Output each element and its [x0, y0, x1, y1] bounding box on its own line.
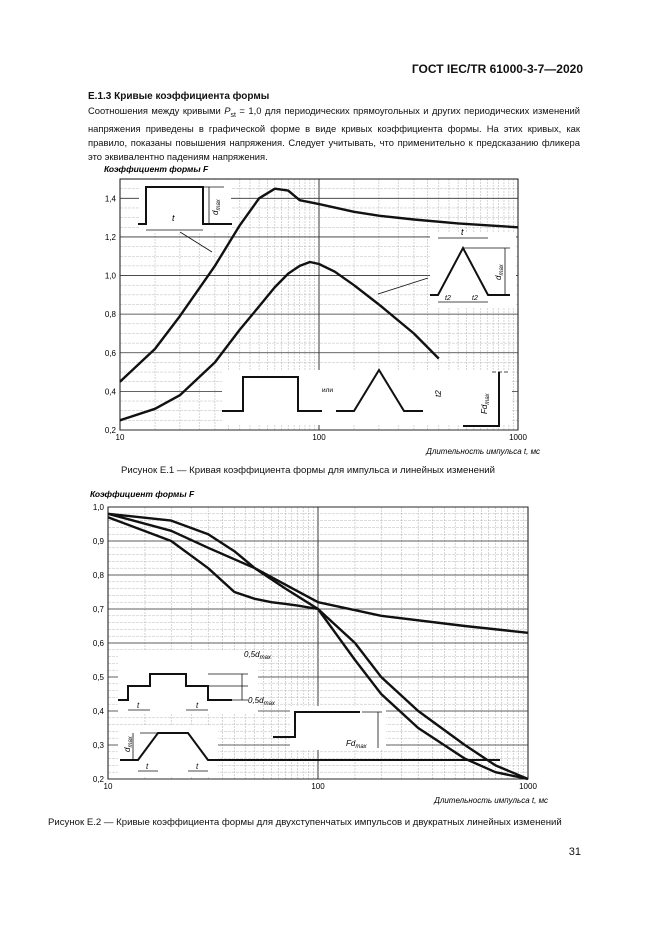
fig2-dmax-label: $d_{max}$: [123, 736, 134, 752]
figure-1-caption: Рисунок Е.1 — Кривая коэффициента формы для импульса и линейных изменений: [121, 465, 495, 476]
x-tick-label: 100: [312, 433, 326, 442]
figure-2-y-title: Коэффициент формы F: [90, 489, 195, 499]
fig2-t-label-2: t: [196, 701, 199, 710]
fig2-fdmax-label: $Fd_{max}$: [346, 739, 367, 750]
fig2-t-label-4: t: [196, 762, 199, 771]
y-tick-label: 1,2: [104, 232, 116, 242]
page-number: 31: [568, 846, 581, 858]
figure-2-caption: Рисунок Е.2 — Кривые коэффициента формы для двухступенчатых импульсов и двукратных линейных изменений: [48, 817, 562, 828]
paragraph-part2: = 1,0 для периодических прямоугольных и других периодических изменений напряжения приведены в графической форме в виде кривых коэффициента формы. На этих кривых, как правило, показаны повышения напряжения. Следует учитывать, что применительно к предсказанию фликера это эквивалентно падениям напряжения.: [88, 105, 580, 162]
fig1-dmax-label-2: $d_{max}$: [494, 264, 505, 280]
y-tick-label: 0,2: [104, 426, 116, 435]
figure-2-x-label: Длительность импульса t, мс: [434, 796, 548, 805]
y-tick-label: 0,8: [92, 571, 104, 580]
fig1-inset-equivalence: [222, 370, 512, 426]
x-tick-label: 10: [115, 433, 125, 442]
y-tick-label: 0,6: [92, 639, 104, 648]
y-tick-label: 0,9: [92, 537, 104, 546]
fig2-inset-step: [273, 706, 386, 750]
fig1-t2-rotated: t2: [434, 390, 443, 397]
fig1-dmax-label: $d_{max}$: [211, 199, 222, 215]
fig1-inset-pulse: [138, 180, 232, 252]
y-tick-label: 1,0: [92, 503, 104, 512]
y-tick-label: 0,3: [92, 741, 104, 750]
fig2-t-label-3: t: [146, 762, 149, 771]
x-tick-label: 1000: [509, 433, 527, 442]
x-tick-label: 100: [311, 782, 325, 791]
x-tick-label: 10: [103, 782, 113, 791]
y-tick-label: 0,4: [92, 707, 104, 716]
fig2-half-d-label: $0,5d_{max}$: [244, 650, 271, 661]
y-tick-label: 0,4: [104, 387, 116, 397]
y-tick-label: 0,7: [92, 605, 104, 614]
figure-1-x-label: Длительность импульса t, мс: [426, 447, 540, 456]
fig1-t-label: t: [172, 213, 175, 223]
fig2-t-label-1: t: [137, 701, 140, 710]
fig2-half-d-label-2: $0,5d_{max}$: [248, 696, 275, 707]
fig1-t-label-2: t: [461, 227, 464, 237]
fig1-fdmax-label: $Fd_{max}$: [480, 393, 491, 414]
y-tick-label: 0,5: [92, 673, 104, 682]
x-tick-label: 1000: [519, 782, 537, 791]
y-tick-label: 0,6: [104, 348, 116, 358]
figure-1-y-title: Коэффициент формы F: [104, 164, 209, 174]
paragraph-part1: Соотношения между кривыми: [88, 105, 225, 116]
y-tick-label: 0,8: [104, 310, 116, 320]
pst-symbol: P: [224, 105, 231, 116]
fig1-t2b-label: t2: [472, 295, 478, 302]
pst-subscript: st: [230, 111, 236, 119]
y-tick-label: 1,0: [104, 271, 116, 281]
document-header: ГОСТ IEC/TR 61000-3-7—2020: [411, 62, 583, 76]
y-tick-label: 0,2: [92, 775, 104, 784]
fig1-or-label: или: [322, 387, 334, 394]
section-title: Е.1.3 Кривые коэффициента формы: [88, 91, 270, 102]
fig1-t2a-label: t2: [445, 295, 451, 302]
y-tick-label: 1,4: [104, 194, 116, 204]
